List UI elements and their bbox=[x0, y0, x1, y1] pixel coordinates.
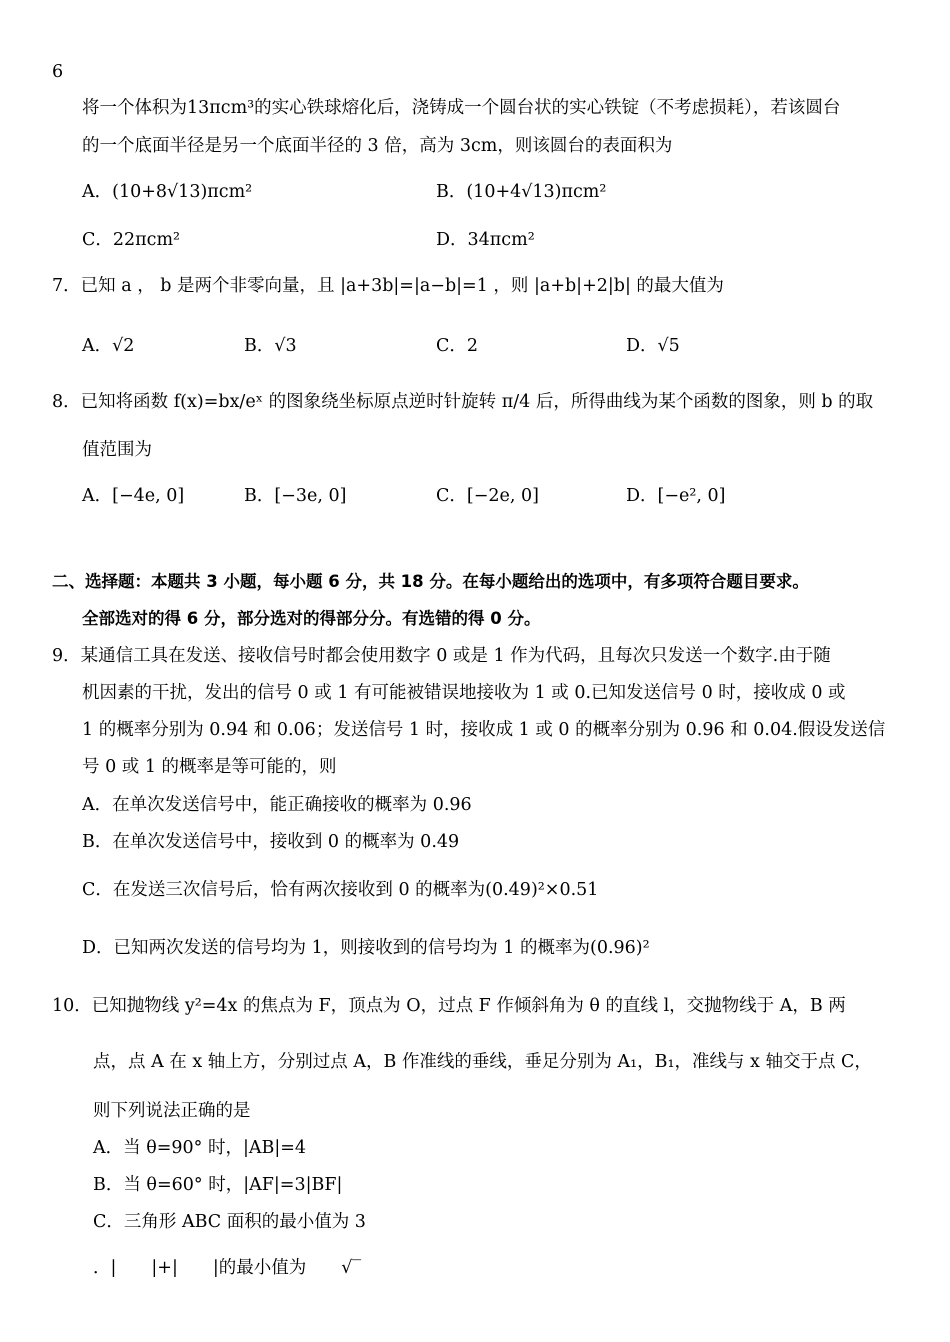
q10-stem-line2: 点，点 A 在 x 轴上方，分别过点 A，B 作准线的垂线，垂足分别为 A₁，B₁，准线与 x 轴交于点 C， bbox=[93, 1052, 872, 1072]
q6-stem-line1: 将一个体积为13πcm³的实心铁球熔化后，浇铸成一个圆台状的实心铁锭（不考虑损耗），若该圆台 bbox=[82, 98, 841, 118]
section-2-line2: 全部选对的得 6 分，部分选对的得部分分。有选错的得 0 分。 bbox=[82, 609, 541, 628]
q10-option-c: C．三角形 ABC 面积的最小值为 3 bbox=[93, 1212, 366, 1232]
q6-option-d: D．34πcm² bbox=[436, 230, 535, 250]
q8-option-d: D．[−e², 0] bbox=[626, 486, 726, 506]
q9-option-d: D．已知两次发送的信号均为 1，则接收到的信号均为 1 的概率为(0.96)² bbox=[82, 938, 650, 958]
q6-option-b: B．(10+4√13)πcm² bbox=[436, 182, 607, 202]
q9-option-a: A．在单次发送信号中，能正确接收的概率为 0.96 bbox=[82, 795, 472, 815]
q8-option-a: A．[−4e, 0] bbox=[82, 486, 185, 506]
q10-stem-line3: 则下列说法正确的是 bbox=[93, 1101, 251, 1121]
q9-option-b: B．在单次发送信号中，接收到 0 的概率为 0.49 bbox=[82, 832, 460, 852]
q9-option-c: C．在发送三次信号后，恰有两次接收到 0 的概率为(0.49)²×0.51 bbox=[82, 880, 599, 900]
q7-option-a: A．√2 bbox=[82, 336, 135, 356]
q7-option-b: B．√3 bbox=[244, 336, 297, 356]
q7-option-c: C．2 bbox=[436, 336, 479, 356]
q9-stem-line1: 9．某通信工具在发送、接收信号时都会使用数字 0 或是 1 作为代码，且每次只发送一个数字.由于随 bbox=[52, 646, 831, 666]
q6-number: 6 bbox=[52, 62, 64, 82]
q8-stem-line1: 8．已知将函数 f(x)=bx/eˣ 的图象绕坐标原点逆时针旋转 π/4 后，所得曲线为某个函数的图象，则 b 的取 bbox=[52, 392, 874, 412]
q10-option-b: B．当 θ=60° 时，|AF|=3|BF| bbox=[93, 1175, 343, 1195]
q7-option-d: D．√5 bbox=[626, 336, 680, 356]
q6-stem-line2: 的一个底面半径是另一个底面半径的 3 倍，高为 3cm，则该圆台的表面积为 bbox=[82, 136, 673, 156]
q10-stem-line1: 10．已知抛物线 y²=4x 的焦点为 F，顶点为 O，过点 F 作倾斜角为 θ 的直线 l，交抛物线于 A，B 两 bbox=[52, 996, 846, 1016]
q8-option-b: B．[−3e, 0] bbox=[244, 486, 347, 506]
q10-option-d-partial: ．| |+| |的最小值为 √‾ bbox=[93, 1258, 362, 1278]
q7-stem: 7．已知 a ， b 是两个非零向量，且 |a+3b|=|a−b|=1 ，则 |a+b|+2|b| 的最大值为 bbox=[52, 276, 724, 296]
q9-stem-line3: 1 的概率分别为 0.94 和 0.06；发送信号 1 时，接收成 1 或 0 的概率分别为 0.96 和 0.04.假设发送信 bbox=[82, 720, 886, 740]
q9-stem-line4: 号 0 或 1 的概率是等可能的，则 bbox=[82, 757, 337, 777]
q6-option-a: A．(10+8√13)πcm² bbox=[82, 182, 253, 202]
section-2-line1: 二、选择题：本题共 3 小题，每小题 6 分，共 18 分。在每小题给出的选项中，有多项符合题目要求。 bbox=[52, 572, 809, 591]
q8-option-c: C．[−2e, 0] bbox=[436, 486, 539, 506]
q8-stem-line2: 值范围为 bbox=[82, 440, 152, 460]
q6-option-c: C．22πcm² bbox=[82, 230, 181, 250]
q9-stem-line2: 机因素的干扰，发出的信号 0 或 1 有可能被错误地接收为 1 或 0.已知发送信号 0 时，接收成 0 或 bbox=[82, 683, 846, 703]
q10-option-a: A．当 θ=90° 时，|AB|=4 bbox=[93, 1138, 307, 1158]
